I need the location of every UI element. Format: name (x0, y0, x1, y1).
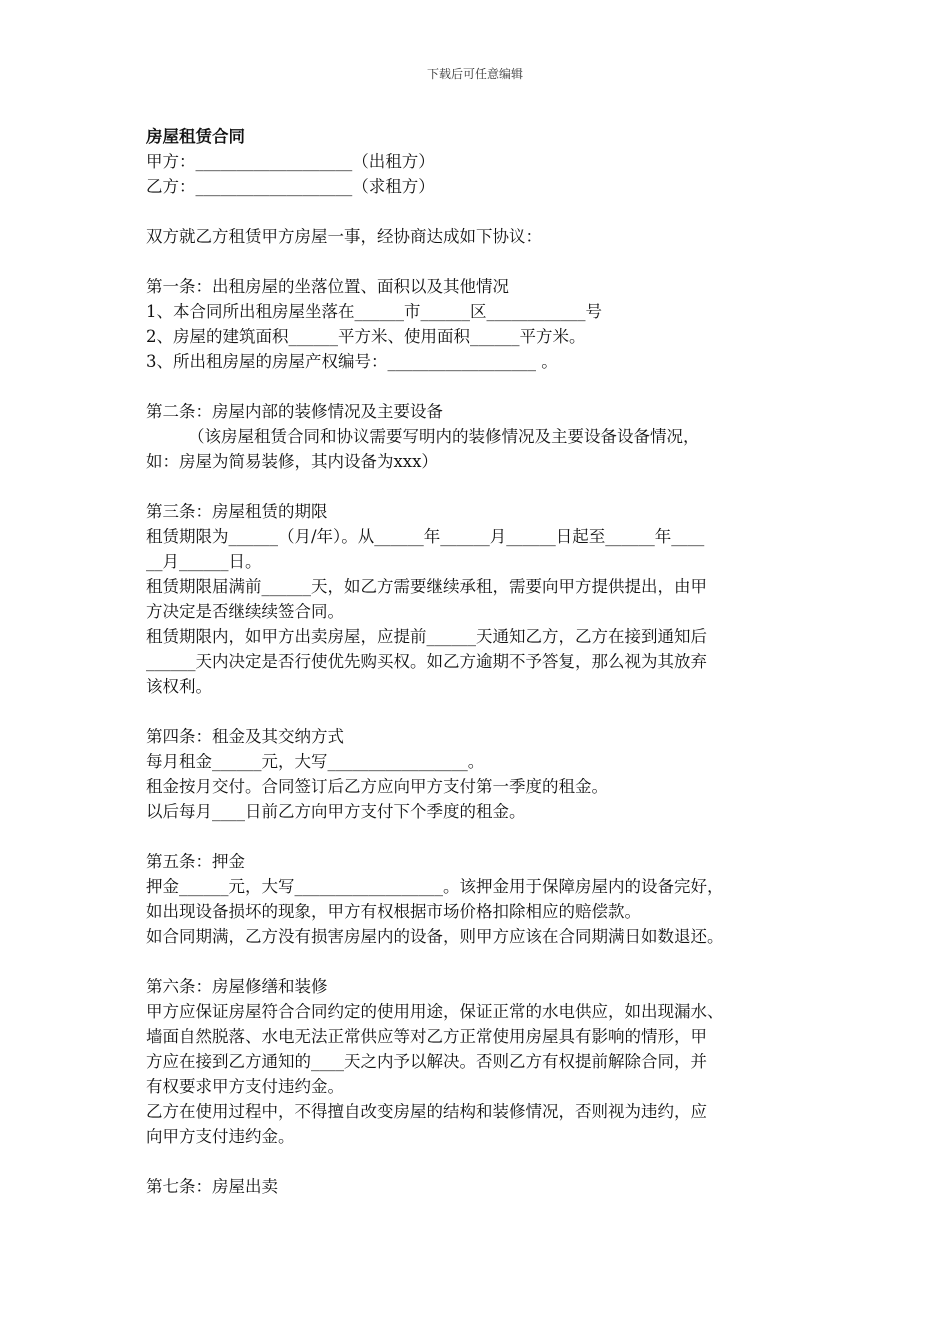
article-6-line: 墙面自然脱落、水电无法正常供应等对乙方正常使用房屋具有影响的情形，甲 (146, 1027, 707, 1046)
article-5-heading: 第五条：押金 (146, 852, 245, 871)
article-2-heading: 第二条：房屋内部的装修情况及主要设备 (146, 402, 443, 421)
article-1-line: 3、所出租房屋的房屋产权编号：__________________ 。 (146, 352, 558, 371)
article-4-line: 租金按月交付。合同签订后乙方应向甲方支付第一季度的租金。 (146, 777, 608, 796)
party-b-line: 乙方：___________________（求租方） (146, 177, 435, 196)
article-6-line: 甲方应保证房屋符合合同约定的使用用途，保证正常的水电供应，如出现漏水、 (146, 1002, 724, 1021)
article-3-line: ______天内决定是否行使优先购买权。如乙方逾期不予答复，那么视为其放弃 (146, 652, 707, 671)
article-1-heading: 第一条：出租房屋的坐落位置、面积以及其他情况 (146, 277, 509, 296)
article-3-line: __月______日。 (146, 552, 262, 571)
article-4-heading: 第四条：租金及其交纳方式 (146, 727, 344, 746)
article-6-line: 有权要求甲方支付违约金。 (146, 1077, 344, 1096)
article-1-line: 1、本合同所出租房屋坐落在______市______区____________号 (146, 302, 602, 321)
article-5-line: 押金______元，大写__________________。该押金用于保障房屋内的设备完好， (146, 877, 724, 896)
article-3-line: 租赁期限为______（月/年）。从______年______月______日起至______年____ (146, 527, 705, 546)
article-3-line: 租赁期限届满前______天，如乙方需要继续承租，需要向甲方提供提出，由甲 (146, 577, 707, 596)
page-header-note: 下载后可任意编辑 (426, 67, 523, 81)
article-5-line: 如出现设备损坏的现象，甲方有权根据市场价格扣除相应的赔偿款。 (146, 902, 641, 921)
spacer (146, 249, 806, 274)
party-a-line: 甲方：___________________（出租方） (146, 152, 435, 171)
article-6-line: 向甲方支付违约金。 (146, 1127, 295, 1146)
article-3-heading: 第三条：房屋租赁的期限 (146, 502, 328, 521)
contract-title: 房屋租赁合同 (146, 127, 245, 146)
article-4-line: 每月租金______元，大写_________________。 (146, 752, 485, 771)
spacer (146, 699, 806, 724)
article-2-line: （该房屋租赁合同和协议需要写明内的装修情况及主要设备设备情况， (146, 427, 700, 446)
article-7-heading: 第七条：房屋出卖 (146, 1177, 278, 1196)
article-6-heading: 第六条：房屋修缮和装修 (146, 977, 328, 996)
intro-text: 双方就乙方租赁甲方房屋一事，经协商达成如下协议： (146, 227, 542, 246)
article-6-line: 方应在接到乙方通知的____天之内予以解决。否则乙方有权提前解除合同，并 (146, 1052, 707, 1071)
spacer (146, 1149, 806, 1174)
spacer (146, 949, 806, 974)
contract-body (146, 124, 806, 1199)
article-3-line: 租赁期限内，如甲方出卖房屋，应提前______天通知乙方，乙方在接到通知后 (146, 627, 707, 646)
spacer (146, 474, 806, 499)
article-1-line: 2、房屋的建筑面积______平方米、使用面积______平方米。 (146, 327, 586, 346)
article-2-line: 如：房屋为简易装修，其内设备为xxx） (146, 452, 438, 471)
article-5-line: 如合同期满，乙方没有损害房屋内的设备，则甲方应该在合同期满日如数退还。 (146, 927, 724, 946)
spacer (146, 199, 806, 224)
spacer (146, 824, 806, 849)
spacer (146, 374, 806, 399)
article-3-line: 方决定是否继续续签合同。 (146, 602, 344, 621)
article-4-line: 以后每月____日前乙方向甲方支付下个季度的租金。 (146, 802, 526, 821)
article-6-line: 乙方在使用过程中，不得擅自改变房屋的结构和装修情况，否则视为违约，应 (146, 1102, 707, 1121)
article-3-line: 该权利。 (146, 677, 212, 696)
